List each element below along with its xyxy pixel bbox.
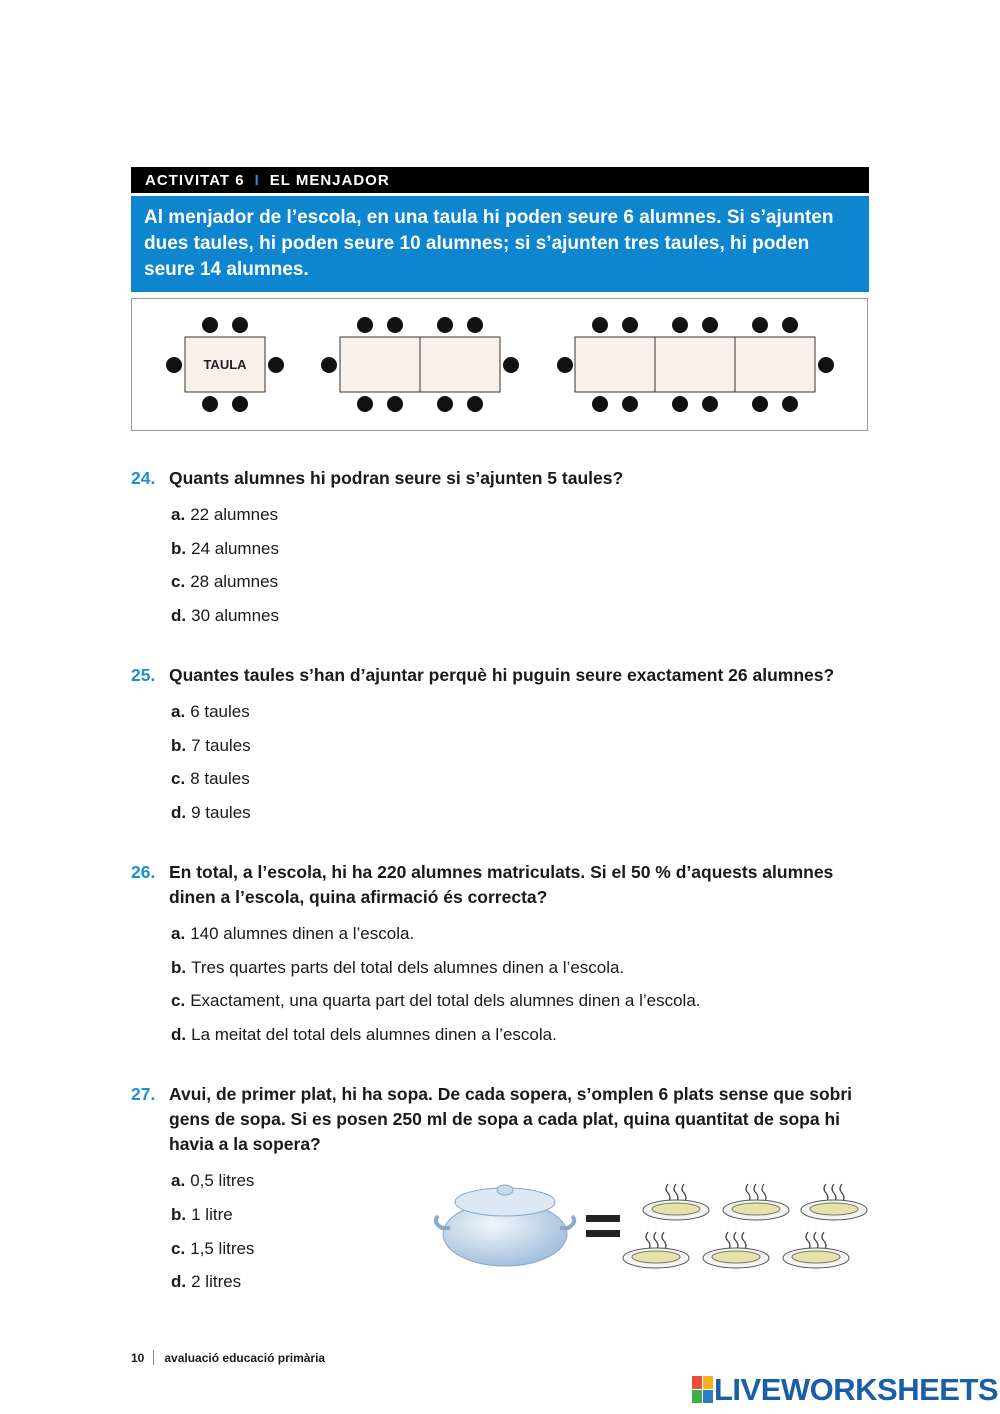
tables-drawing [132,299,869,432]
option-letter: b. [171,958,187,977]
option-25c[interactable] [171,768,250,790]
option-text: 1,5 litres [190,1239,255,1258]
question-text: En total, a l’escola, hi ha 220 alumnes matriculats. Si el 50 % d’aquests alumnes dinen a l’escola, quina afirmació és correcta? [169,862,834,907]
seat [672,396,688,412]
option-letter: c. [171,1239,186,1258]
option-26a[interactable] [171,923,414,945]
logo-text: LIVEWORKSHEETS [714,1372,999,1407]
seat [818,357,834,373]
seat [166,357,182,373]
soup-tureen-icon [436,1185,575,1266]
seat [437,317,453,333]
option-text: 6 taules [190,702,250,721]
option-24c[interactable] [171,571,278,593]
option-letter: c. [171,572,186,591]
live-badge-icon [692,1376,714,1404]
option-27c[interactable] [171,1238,254,1260]
option-text: Tres quartes parts del total dels alumnes dinen a l’escola. [191,958,625,977]
question-text: Avui, de primer plat, hi ha sopa. De cada sopera, s’omplen 6 plats sense que sobri gens de sopa. Si es posen 250 ml de sopa a cada plat, quina quantitat de sopa hi havia a la sopera? [169,1084,853,1154]
option-text: 8 taules [190,769,250,788]
seat [387,396,403,412]
seat [202,396,218,412]
seat [357,396,373,412]
seat [672,317,688,333]
activity-separator: I [254,171,260,189]
seat [503,357,519,373]
option-text: 28 alumnes [190,572,279,591]
seat [702,317,718,333]
option-text: 1 litre [191,1205,233,1224]
option-text: Exactament, una quarta part del total dels alumnes dinen a l’escola. [190,991,701,1010]
seat [268,357,284,373]
table-3a [575,337,655,392]
option-26d[interactable] [171,1024,557,1046]
question-text: Quantes taules s’han d’ajuntar perquè hi puguin seure exactament 26 alumnes? [169,665,835,685]
seat [202,317,218,333]
activity-title: EL MENJADOR [269,171,390,189]
option-letter: b. [171,736,187,755]
option-25d[interactable] [171,802,251,824]
option-letter: a. [171,702,186,721]
option-letter: a. [171,924,186,943]
option-letter: b. [171,1205,187,1224]
option-letter: d. [171,1025,187,1044]
table-3c [735,337,815,392]
tables-diagram [131,298,868,431]
equals-icon [586,1215,620,1237]
seat [437,396,453,412]
seat [321,357,337,373]
question-text: Quants alumnes hi podran seure si s’ajunten 5 taules? [169,468,624,488]
activity-label: ACTIVITAT 6 [145,171,245,189]
footer-divider [153,1350,154,1365]
option-text: 30 alumnes [191,606,279,625]
option-letter: a. [171,1171,186,1190]
liveworksheets-logo[interactable] [692,1373,998,1407]
table-3b [655,337,735,392]
intro-text: Al menjador de l’escola, en una taula hi poden seure 6 alumnes. Si s’ajunten dues taules, hi poden seure 10 alumnes; si s’ajunten tres taules, hi poden seure 14 alumnes. [131,196,869,292]
option-27b[interactable] [171,1204,233,1226]
option-text: 2 litres [191,1272,242,1291]
option-letter: c. [171,991,186,1010]
option-letter: d. [171,803,187,822]
footer-title: avaluació educació primària [164,1350,326,1365]
option-24a[interactable] [171,504,278,526]
table-label: TAULA [203,357,247,372]
table-2a [340,337,420,392]
seat [557,357,573,373]
option-26c[interactable] [171,990,701,1012]
seat [232,396,248,412]
option-27a[interactable] [171,1170,254,1192]
table-2b [420,337,500,392]
option-25a[interactable] [171,701,250,723]
option-letter: d. [171,1272,187,1291]
option-text: 22 alumnes [190,505,279,524]
question-number: 26. [131,862,156,882]
seat [467,317,483,333]
option-text: La meitat del total dels alumnes dinen a l’escola. [191,1025,557,1044]
question-number: 27. [131,1084,156,1104]
option-letter: c. [171,769,186,788]
question-number: 25. [131,665,156,685]
seat [782,396,798,412]
seat [752,396,768,412]
seat [752,317,768,333]
page-number: 10 [131,1350,145,1365]
seat [592,396,608,412]
seat [357,317,373,333]
option-letter: b. [171,539,187,558]
option-25b[interactable] [171,735,251,757]
option-letter: a. [171,505,186,524]
seat [622,317,638,333]
soup-plate-icon [623,1184,867,1268]
option-24b[interactable] [171,538,279,560]
option-text: 7 taules [191,736,251,755]
seat [467,396,483,412]
option-text: 0,5 litres [190,1171,255,1190]
option-27d[interactable] [171,1271,241,1293]
seat [782,317,798,333]
seat [232,317,248,333]
page-footer [131,1350,325,1365]
option-26b[interactable] [171,957,624,979]
seat [622,396,638,412]
option-24d[interactable] [171,605,279,627]
seat [702,396,718,412]
option-text: 9 taules [191,803,251,822]
soup-illustration [430,1172,870,1282]
question-number: 24. [131,468,156,488]
option-text: 140 alumnes dinen a l’escola. [190,924,415,943]
activity-header [131,167,869,193]
option-text: 24 alumnes [191,539,279,558]
seat [592,317,608,333]
seat [387,317,403,333]
option-letter: d. [171,606,187,625]
